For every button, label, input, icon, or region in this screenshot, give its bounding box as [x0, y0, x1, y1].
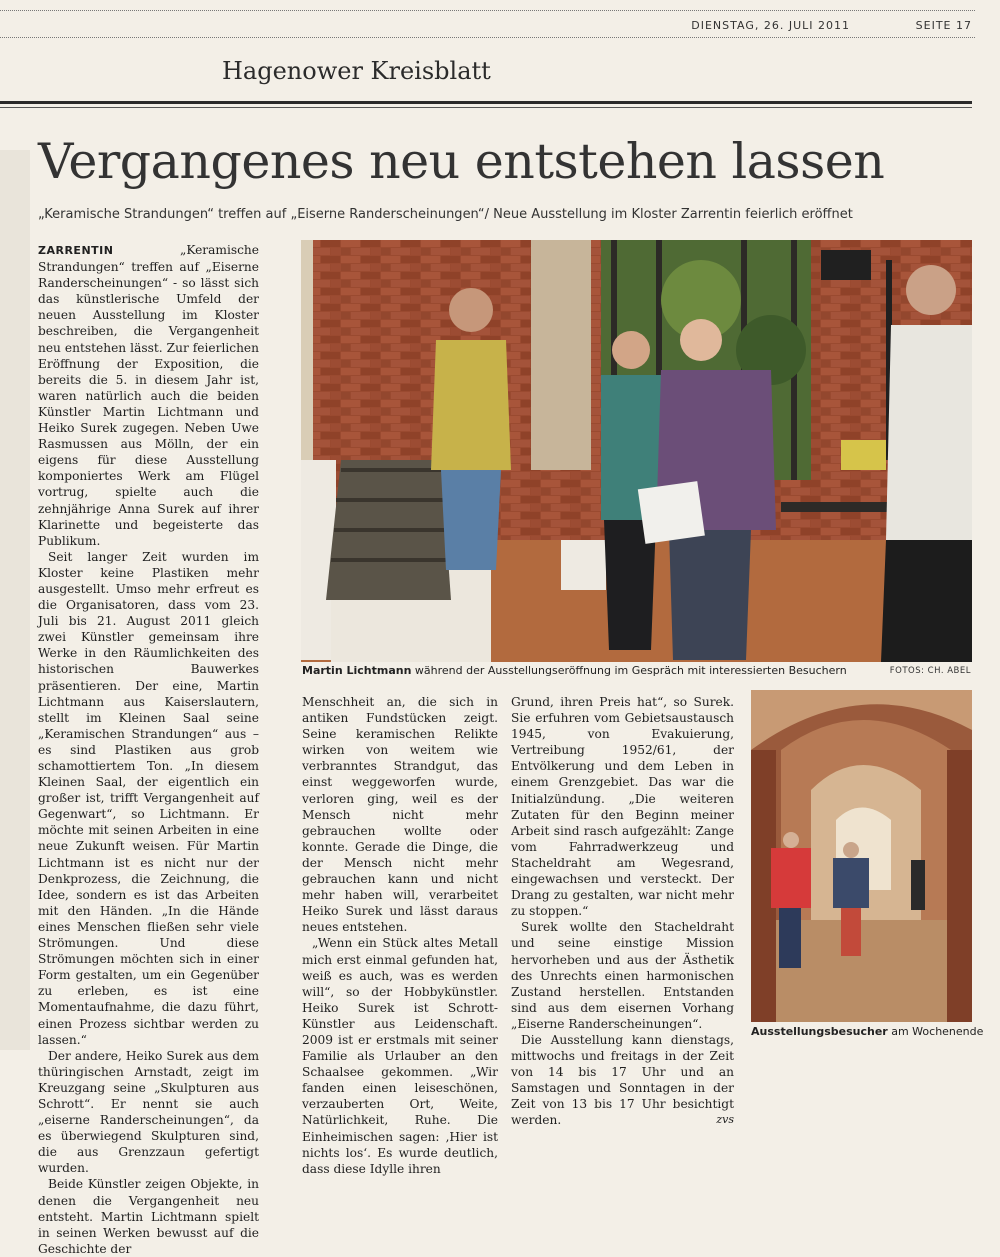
article-dateline: ZARRENTIN [38, 244, 114, 257]
text-column-2 [302, 694, 498, 1177]
issue-date: DIENSTAG, 26. JULI 2011 [691, 19, 850, 32]
article-subheadline: „Keramische Strandungen“ treffen auf „Eiserne Randerscheinungen“/ Neue Ausstellung im Kloster Zarrentin feierlich eröffnet [38, 207, 853, 222]
top-dotted-rule [0, 10, 975, 11]
paragraph-text: Die Ausstellung kann dienstags, mittwochs und freitags in der Zeit von 14 bis 17 Uhr und an Samstagen und Sonntagen in der Zeit von 13 bis 17 Uhr besichtigt werden. [511, 1032, 734, 1128]
paragraph: Surek wollte den Stacheldraht und seine einstige Mission hervorheben und aus der Ästhetik des Unrechts einen harmonischen Zustand herstellen. Entstanden sind aus dem eisernen Vorhang „Eiserne Randerscheinungen“. [511, 920, 734, 1031]
cloister-photo [751, 690, 972, 1022]
masthead-thin-rule [0, 107, 972, 108]
paragraph-text: „Keramische Strandungen“ treffen auf „Eiserne Randerscheinungen“ - so lässt sich das künstlerische Umfeld der neuen Ausstellung im Kloster beschreiben, die Vergangenheit neu entstehen lässt. Zur feierlichen Eröffnung der Exposition, die bereits die 5. in diesem Jahr ist, waren natürlich auch die beiden Künstler Martin Lichtmann und Heiko Surek zugegen. Neben Uwe Rasmussen aus Mölln, der ein eigens für diese Ausstellung komponiertes Werk am Flügel vortrug, spielte auch die zehnjährige Anna Surek auf ihrer Klarinette und begeisterte das Publikum. [38, 243, 259, 548]
paragraph: Menschheit an, die sich in antiken Fundstücken zeigt. Seine keramischen Relikte wirken von weitem wie verbranntes Strandgut, das einst weggeworfen wurde, verloren ging, weil es der Mensch nicht mehr gebrauchen wollte oder konnte. Gerade die Dinge, die der Mensch nicht mehr gebrauchen kann und nicht mehr haben will, verarbeitet Heiko Surek und lässt daraus neues entstehen. [302, 695, 498, 935]
paragraph: „Wenn ein Stück altes Metall mich erst einmal gefunden hat, weiß es auch, was es werden will“, so der Hobbykünstler. Heiko Surek ist Schrott-Künstler aus Leidenschaft. 2009 ist er erstmals mit seiner Familie als Urlauber an den Schaalsee gekommen. „Wir fanden einen leiseschönen, verzauberten Ort, Weite, Natürlichkeit, Ruhe. Die Einheimischen sagen: ‚Hier ist nichts los‘. Es wurde deutlich, dass diese Idylle ihren [302, 936, 498, 1176]
small-photo-caption [751, 1025, 983, 1038]
main-photo-exhibition-opening [301, 240, 972, 662]
photo-credit: FOTOS: CH. ABEL [889, 666, 971, 676]
main-photo-caption [302, 664, 847, 677]
photo-illustration [301, 240, 972, 662]
left-margin-shade [0, 150, 30, 1050]
paragraph: Beide Künstler zeigen Objekte, in denen die Vergangenheit neu entsteht. Martin Lichtmann spielt in seinen Werken bewusst auf die Geschichte der [38, 1177, 259, 1256]
caption-name: Ausstellungsbesucher [751, 1025, 888, 1038]
text-column-1 [38, 242, 259, 1257]
masthead-heavy-rule [0, 101, 972, 104]
header-dotted-rule [0, 37, 975, 38]
masthead: Hagenower Kreisblatt [222, 57, 491, 85]
paragraph: Grund, ihren Preis hat“, so Surek. Sie erfuhren vom Gebietsaustausch 1945, von Evakuierung, Vertreibung 1952/61, der Entvölkerung und dem Leben in einem Grenzgebiet. Das war die Initialzündung. „Die weiteren Zutaten für den Beginn meiner Arbeit sind rasch aufgezählt: Zange vom Fahrradwerkzeug und Stacheldraht am Wegesrand, eingewachsen und versteckt. Der Drang zu gestalten, war nicht mehr zu stoppen.“ [511, 695, 734, 919]
paragraph: Seit langer Zeit wurden im Kloster keine Plastiken mehr ausgestellt. Umso mehr erfreut es die Organisatoren, dass vom 23. Juli bis 21. August 2011 gleich zwei Künstler gemeinsam ihre Werke in den Räumlichkeiten des historischen Bauwerkes präsentieren. Der eine, Martin Lichtmann aus Kaiserslautern, stellt im Kleinen Saal seine „Keramischen Strandungen“ aus – es sind Plastiken aus grob schamottiertem Ton. „In diesem Kleinen Saal, der eigentlich ein großer ist, trifft Vergangenheit auf Gegenwart“, so Lichtmann. Er möchte mit seinen Arbeiten in eine neue Zukunft weisen. Für Martin Lichtmann ist es nicht nur der Denkprozess, die Zeichnung, die Idee, sondern es ist das Arbeiten mit den Händen. „In die Hände eines Menschen fließen sehr viele Strömungen. Und diese Strömungen möchten sich in einer Form gestalten, um ein Gegenüber zu erleben, es ist eine Momentaufnahme, die dazu führt, einen Prozess sichtbar werden zu lassen.“ [38, 549, 259, 1047]
caption-name: Martin Lichtmann [302, 664, 412, 677]
article-headline: Vergangenes neu entstehen lassen [38, 133, 885, 190]
text-column-3 [511, 694, 734, 1129]
paragraph [511, 1032, 734, 1129]
caption-text: während der Ausstellungseröffnung im Gespräch mit interessierten Besuchern [411, 664, 847, 677]
photo-illustration [751, 690, 972, 1022]
page-number: SEITE 17 [915, 19, 972, 32]
paragraph [38, 242, 259, 549]
caption-text: am Wochenende [887, 1025, 984, 1038]
paragraph: Der andere, Heiko Surek aus dem thüringischen Arnstadt, zeigt im Kreuzgang seine „Skulpturen aus Schrott“. Er nennt sie auch „eiserne Randerscheinungen“, da es überwiegend Skulpturen sind, die aus Grenzzaun gefertigt wurden. [38, 1048, 259, 1176]
author-initials: zvs [716, 1113, 734, 1127]
